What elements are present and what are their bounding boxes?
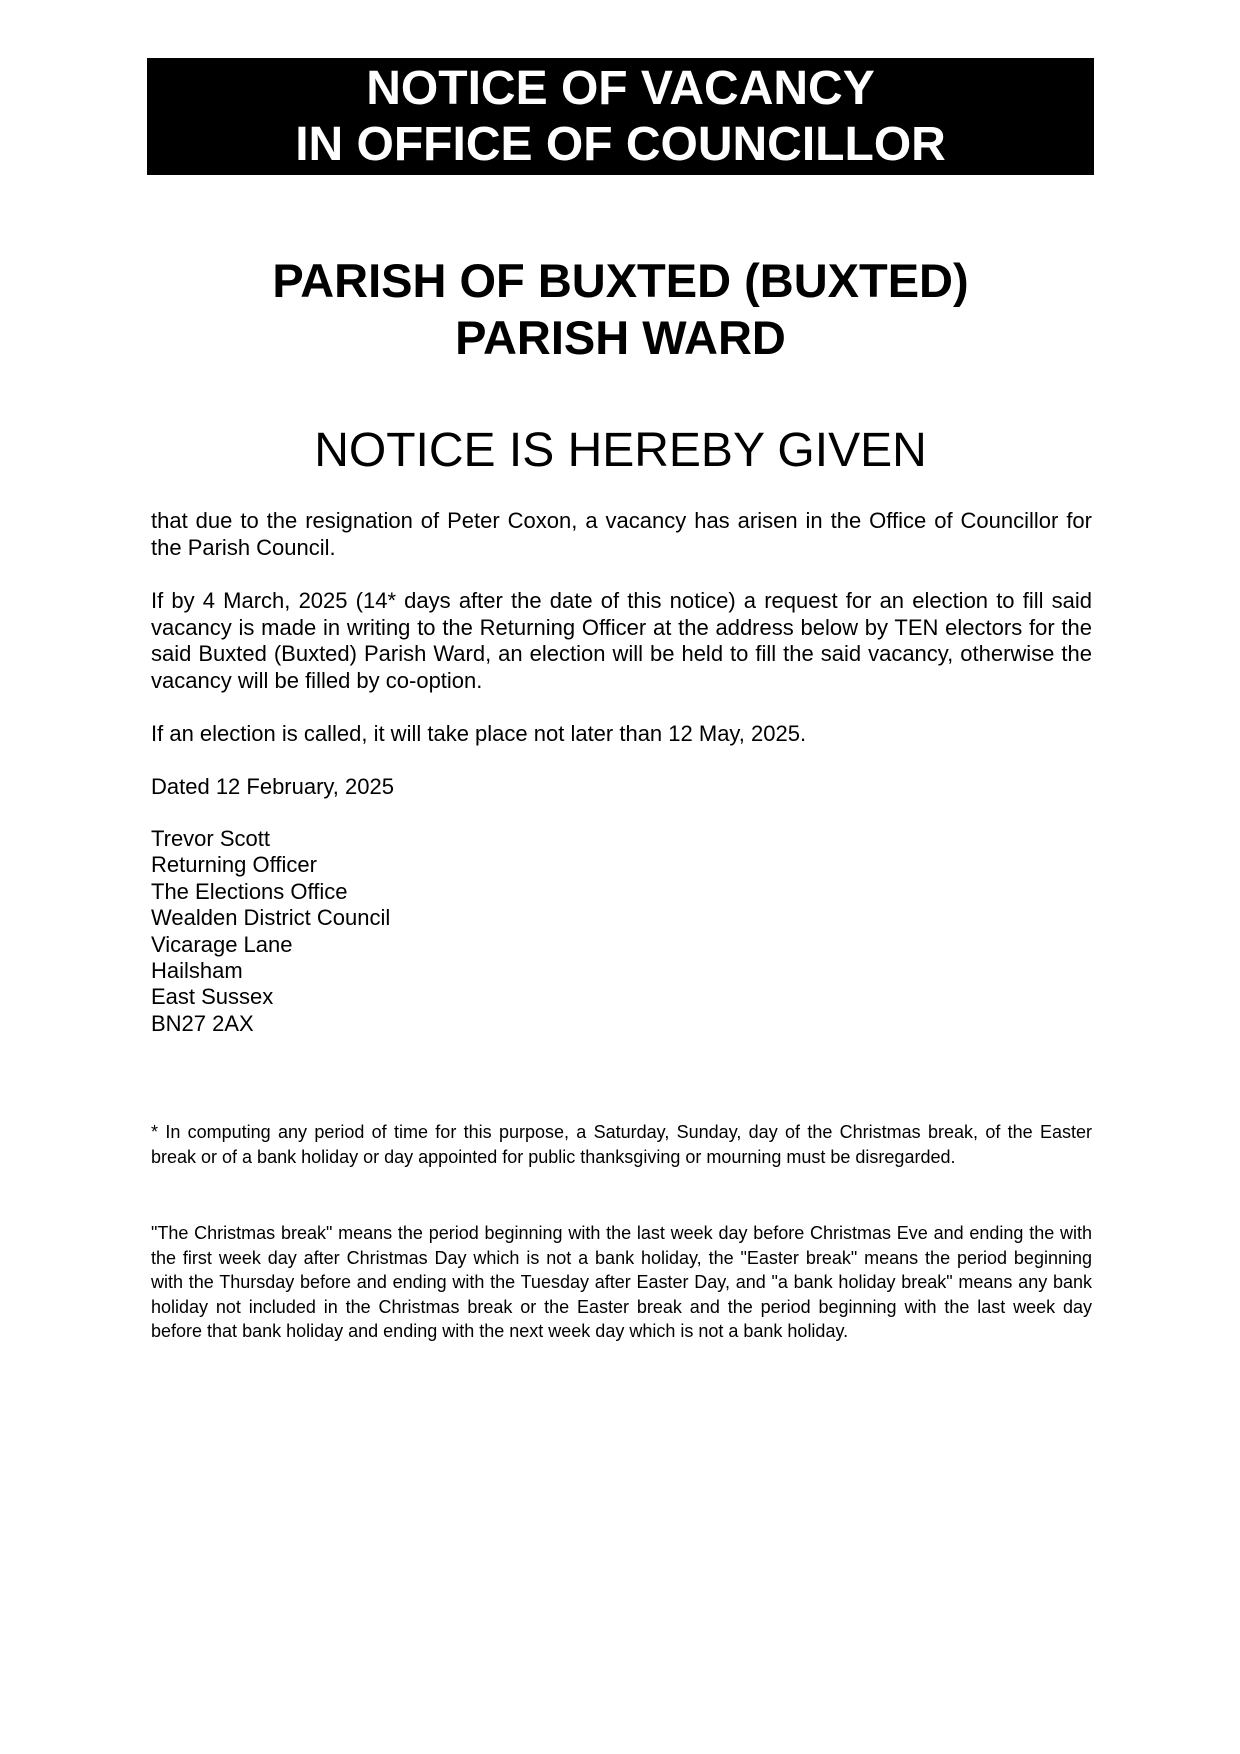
- address-town: Hailsham: [151, 958, 243, 984]
- resignation-paragraph: that due to the resignation of Peter Coxon, a vacancy has arisen in the Office of Councillor for the Parish Council.: [151, 508, 1092, 560]
- computing-period-footnote: * In computing any period of time for this purpose, a Saturday, Sunday, day of the Christmas break, of the Easter break or of a bank holiday or day appointed for public thanksgiving or mourning must be disregarded.: [151, 1122, 1092, 1167]
- parish-heading: [147, 252, 1094, 366]
- notice-heading: NOTICE IS HEREBY GIVEN: [314, 424, 927, 477]
- address-council: Wealden District Council: [151, 905, 391, 931]
- address-office: The Elections Office: [151, 878, 348, 904]
- address-street: Vicarage Lane: [151, 931, 293, 957]
- parish-heading-line-1: PARISH OF BUXTED (BUXTED): [272, 254, 969, 307]
- officer-role: Returning Officer: [151, 852, 317, 878]
- dated-line: Dated 12 February, 2025: [151, 774, 394, 799]
- address-postcode: BN27 2AX: [151, 1010, 254, 1036]
- election-request-paragraph: If by 4 March, 2025 (14* days after the date of this notice) a request for an election to fill said vacancy is made in writing to the Returning Officer at the address below by TEN electors for the said Buxted (Buxted) Parish Ward, an election will be held to fill the said vacancy, otherwise the vacancy will be filled by co-option.: [151, 588, 1092, 693]
- banner-title-line-2: IN OFFICE OF COUNCILLOR: [295, 118, 946, 171]
- vacancy-banner: [147, 58, 1094, 175]
- returning-officer-address: [151, 826, 390, 1037]
- officer-name: Trevor Scott: [151, 826, 270, 851]
- break-definitions-footnote: "The Christmas break" means the period beginning with the last week day before Christmas Eve and ending the with the first week day after Christmas Day which is not a bank holiday, the "Easter break" means the period beginning with the Thursday before and ending with the Tuesday after Easter Day, and "a bank holiday break" means any bank holiday not included in the Christmas break or the Easter break and the period beginning with the last week day before that bank holiday and ending with the next week day which is not a bank holiday.: [151, 1223, 1092, 1342]
- parish-heading-line-2: PARISH WARD: [455, 311, 786, 364]
- banner-title-line-1: NOTICE OF VACANCY: [366, 62, 875, 115]
- address-county: East Sussex: [151, 984, 274, 1010]
- election-date-paragraph: If an election is called, it will take place not later than 12 May, 2025.: [151, 721, 807, 746]
